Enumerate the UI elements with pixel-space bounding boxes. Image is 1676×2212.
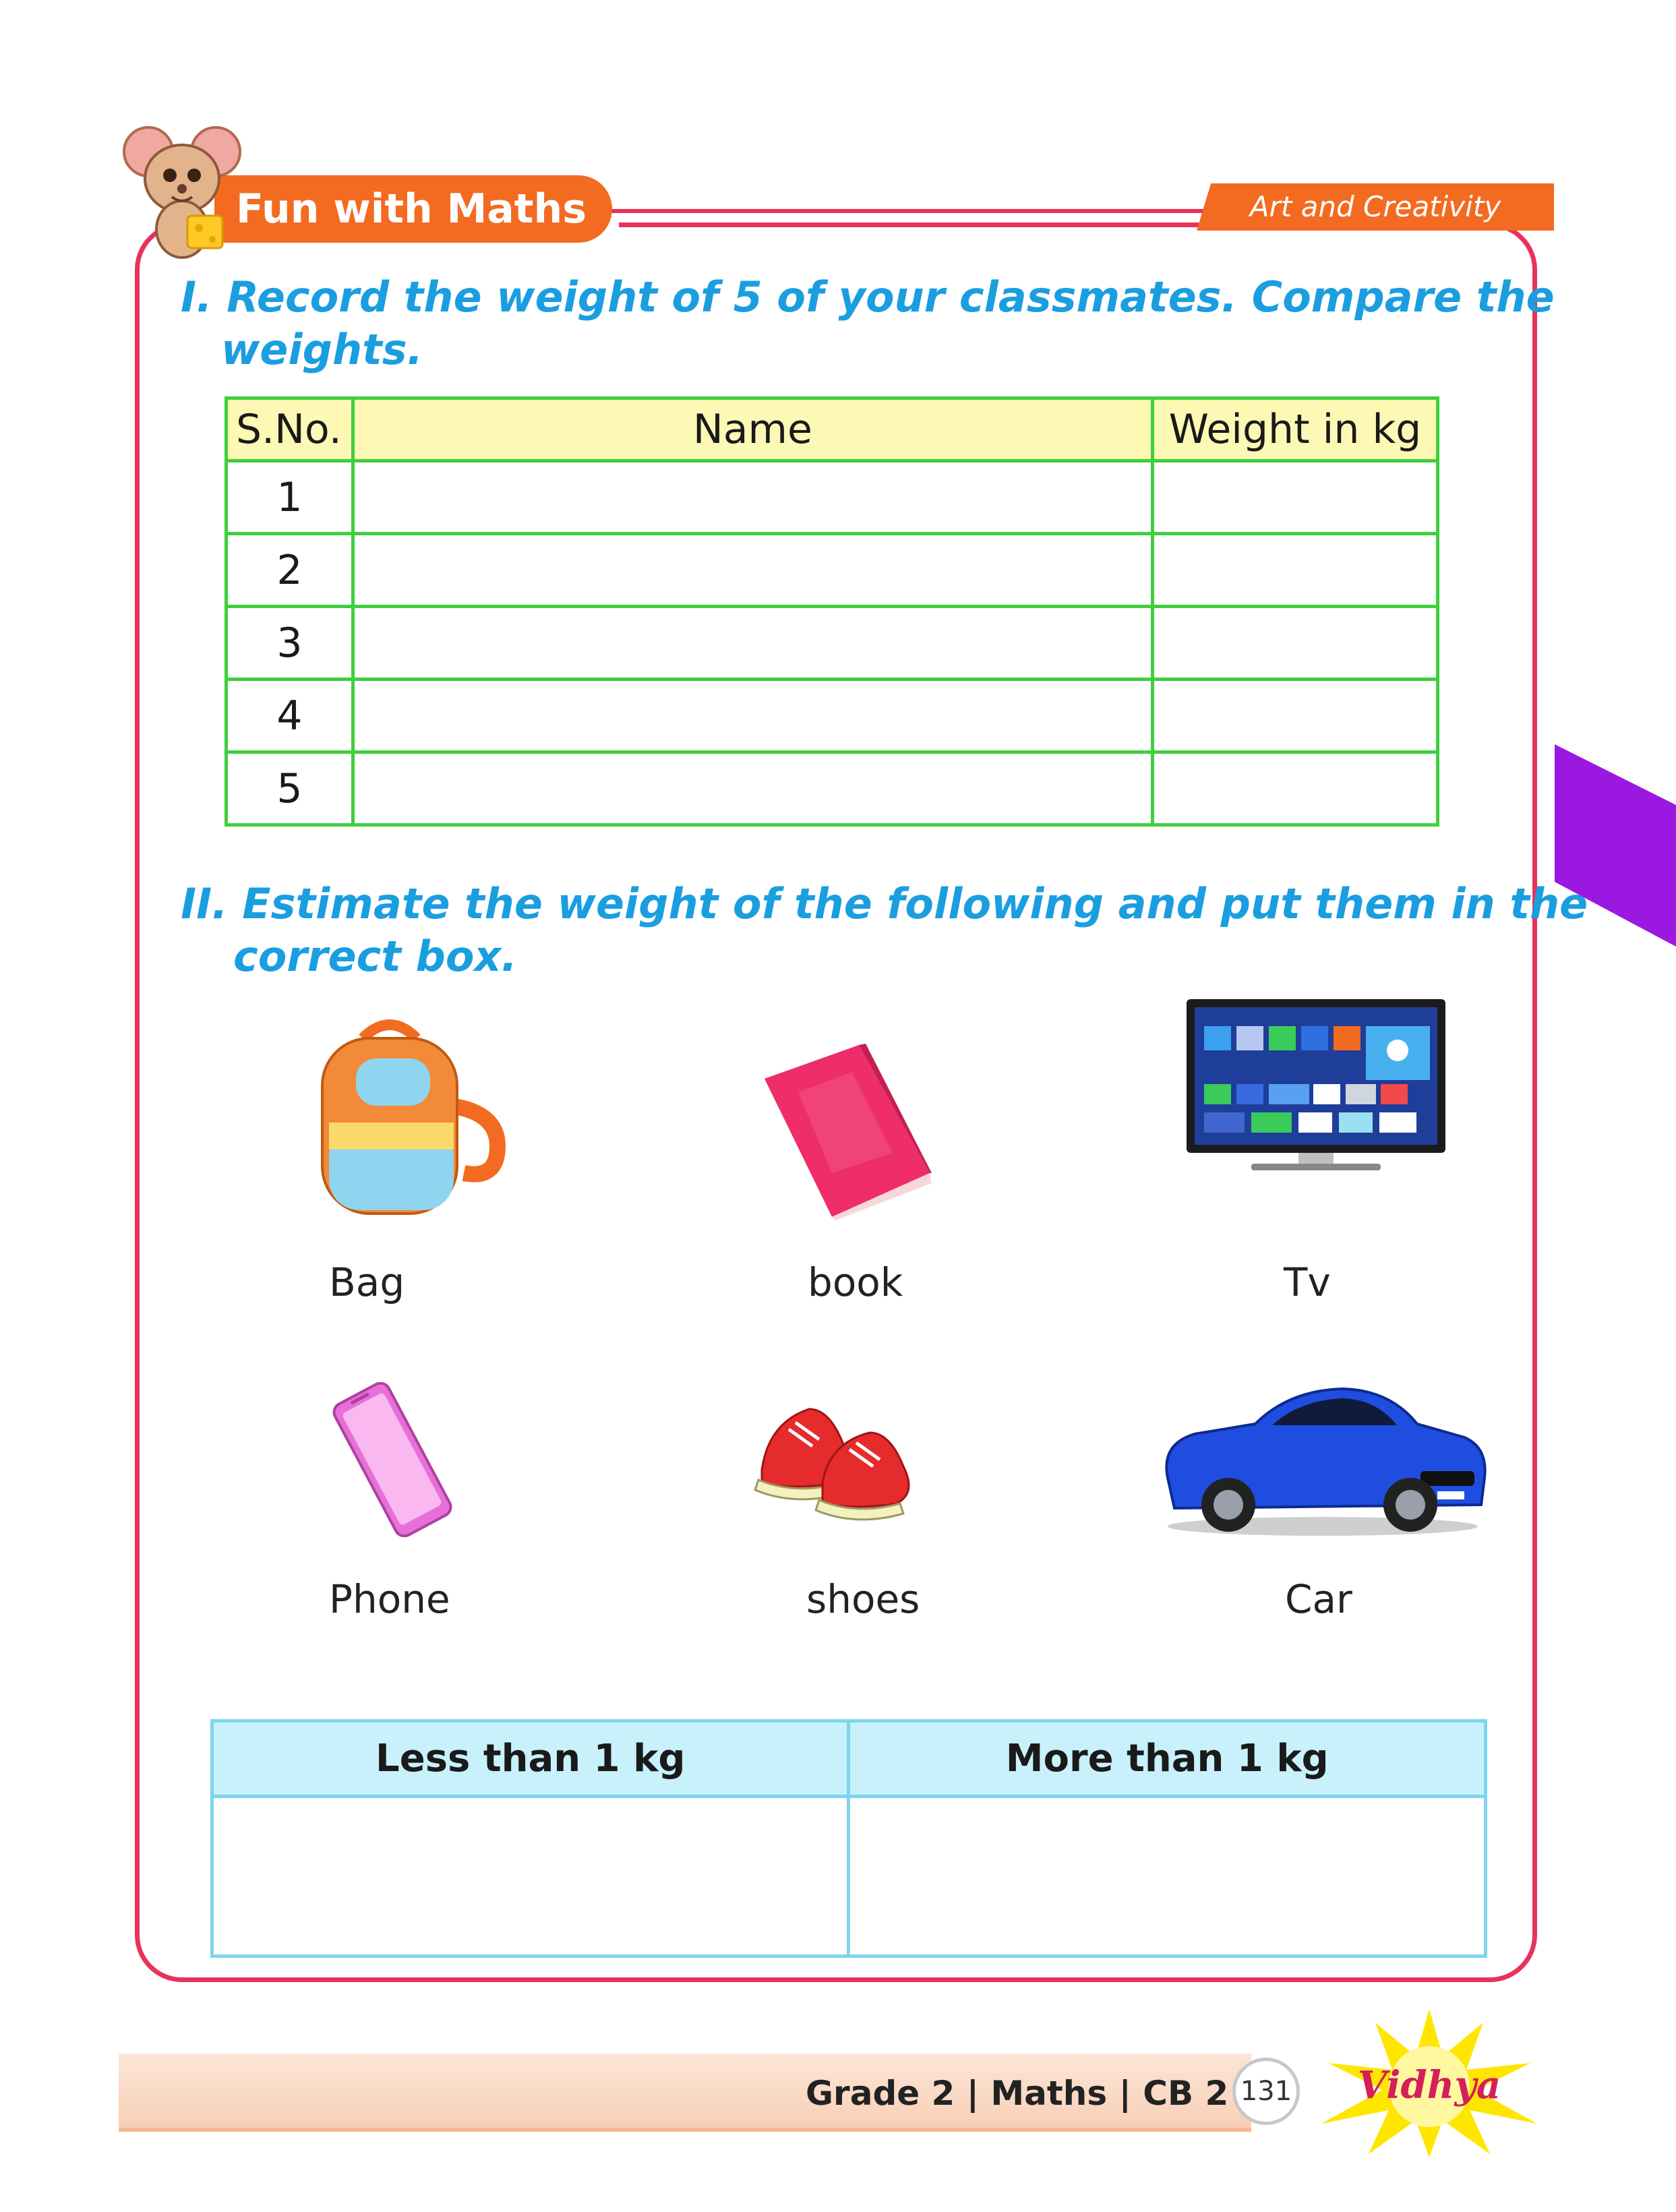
- column-header-weight: Weight in kg: [1152, 398, 1437, 461]
- item-label-shoes: shoes: [806, 1576, 920, 1622]
- vidhya-logo-text: Vidhya: [1357, 2063, 1501, 2108]
- weight-cell[interactable]: [1152, 607, 1437, 680]
- car-icon: [1154, 1370, 1491, 1538]
- item-label-car: Car: [1285, 1576, 1352, 1622]
- column-header-name: Name: [353, 398, 1152, 461]
- weight-cell[interactable]: [1152, 680, 1437, 752]
- more-than-box[interactable]: [849, 1797, 1486, 1956]
- item-label-book: book: [808, 1259, 903, 1305]
- item-label-phone: Phone: [329, 1576, 450, 1622]
- phone-icon: [332, 1382, 453, 1537]
- weight-cell[interactable]: [1152, 752, 1437, 825]
- table-row: [227, 680, 1438, 752]
- column-header-more: More than 1 kg: [849, 1721, 1486, 1797]
- table-header-row: [227, 398, 1438, 461]
- name-cell[interactable]: [353, 461, 1152, 534]
- row-number: 4: [227, 680, 353, 752]
- weight-cell[interactable]: [1152, 461, 1437, 534]
- name-cell[interactable]: [353, 752, 1152, 825]
- bag-icon: [295, 1011, 511, 1220]
- table-row: [227, 461, 1438, 534]
- table-row: [212, 1797, 1486, 1956]
- question-1-text: I. Record the weight of 5 of your classmates. Compare the: [181, 272, 1555, 322]
- weight-cell[interactable]: [1152, 534, 1437, 607]
- item-label-tv: Tv: [1284, 1259, 1331, 1305]
- table-header-row: [212, 1721, 1486, 1797]
- row-number: 1: [227, 461, 353, 534]
- footer-label: Grade 2 | Maths | CB 2: [806, 2074, 1229, 2113]
- question-2-text: II. Estimate the weight of the following and put them in the: [181, 879, 1588, 928]
- name-cell[interactable]: [353, 534, 1152, 607]
- classmates-weight-table: [225, 396, 1439, 827]
- mouse-mascot-icon: [121, 121, 243, 263]
- table-row: [227, 534, 1438, 607]
- question-1-text-cont: weights.: [221, 325, 423, 374]
- item-label-bag: Bag: [329, 1259, 405, 1305]
- name-cell[interactable]: [353, 680, 1152, 752]
- question-2-text-cont: correct box.: [233, 932, 518, 981]
- page-number: 131: [1232, 2058, 1300, 2125]
- book-icon: [758, 1038, 933, 1220]
- section-title: Fun with Maths: [236, 185, 587, 233]
- column-header-less: Less than 1 kg: [212, 1721, 849, 1797]
- table-row: [227, 607, 1438, 680]
- category-label: Art and Creativity: [1249, 190, 1501, 223]
- column-header-sno: S.No.: [227, 398, 353, 461]
- header-divider: [607, 209, 1207, 213]
- table-row: [227, 752, 1438, 825]
- row-number: 5: [227, 752, 353, 825]
- shoes-icon: [748, 1382, 932, 1524]
- less-than-box[interactable]: [212, 1797, 849, 1956]
- row-number: 3: [227, 607, 353, 680]
- name-cell[interactable]: [353, 607, 1152, 680]
- tv-icon: [1184, 996, 1448, 1178]
- weight-sorting-table: [210, 1719, 1487, 1958]
- row-number: 2: [227, 534, 353, 607]
